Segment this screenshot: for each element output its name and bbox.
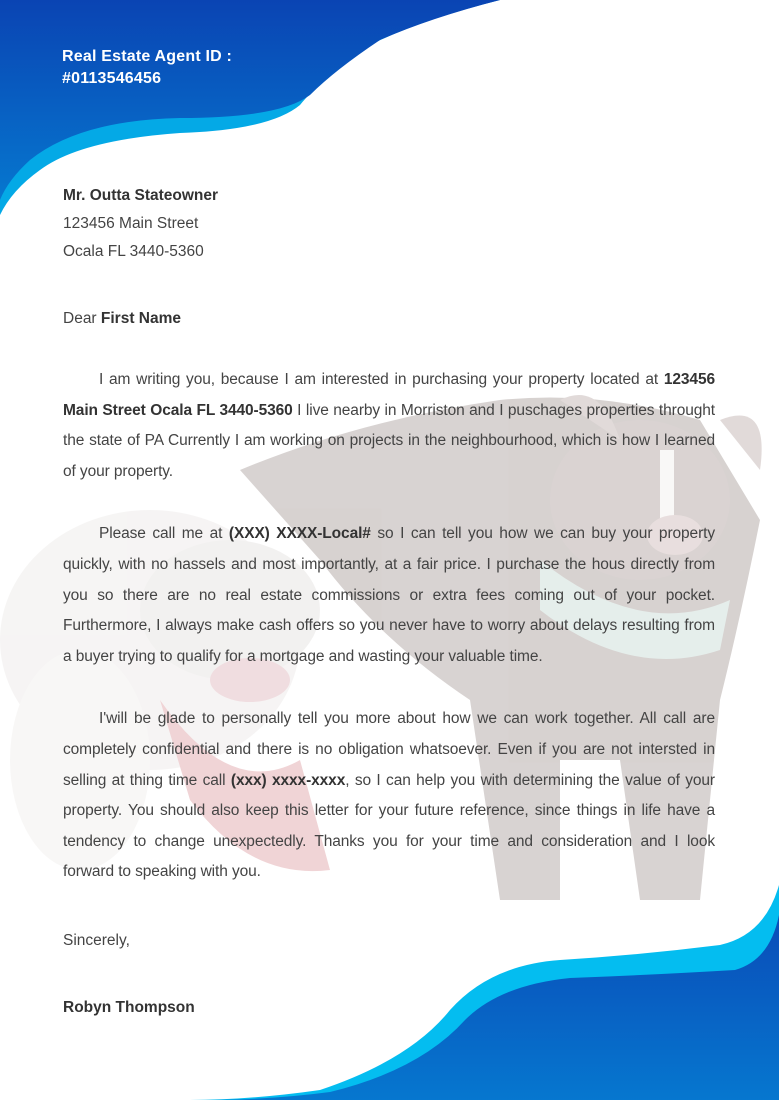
paragraph-2 xyxy=(63,519,715,672)
paragraph-text: Please call me at xyxy=(99,525,229,543)
paragraph-text: I live nearby in Morriston and I puschages properties throught the state of PA Currently I am working on projects in the neighbourhood, which is how I learned of your property. xyxy=(63,401,715,480)
paragraph-text: I am writing you, because I am interested in purchasing your property located at xyxy=(99,371,664,388)
paragraph-text: , so I can help you with determining the value of your property. You should also keep this letter for your future reference, since things in life have a tendency to change unexpectedly. Thanks you for your time and consideration and I look forward to speaking with you. xyxy=(63,771,715,881)
paragraph-3 xyxy=(63,704,715,888)
agent-id-value: #0113546456 xyxy=(62,70,162,87)
property-address: 123456 Main Street Ocala FL 3440-5360 xyxy=(63,371,715,419)
recipient-city-line: Ocala FL 3440-5360 xyxy=(63,243,204,260)
salutation xyxy=(63,305,715,333)
paragraph-text: I'will be glade to personally tell you more about how we can work together. All call are completely confidential and there is no obligation whatsoever. Even if you are not intersted in selling at thing time call xyxy=(63,710,715,789)
paragraph-1 xyxy=(63,365,715,487)
agent-id-block xyxy=(62,46,232,90)
recipient-name: Mr. Outta Stateowner xyxy=(63,187,219,204)
phone-number: (xxx) xxxx-xxxx xyxy=(230,771,346,789)
top-wave-main xyxy=(0,0,500,200)
letter-body xyxy=(63,182,715,1022)
closing: Sincerely, xyxy=(63,931,130,949)
paragraph-text: so I can tell you how we can buy your property quickly, with no hassels and most importantly, at a fair price. I purchase the hous directly from you so there are no real estate commissions or extra fees coming out of your pocket. Furthermore, I always make cash offers so you never have to worry about delays resulting from a buyer trying to qualify for a mortgage and wasting your valuable time. xyxy=(63,525,715,665)
recipient-street: 123456 Main Street xyxy=(63,215,199,232)
signature: Robyn Thompson xyxy=(63,998,195,1016)
salutation-prefix: Dear xyxy=(63,310,101,327)
salutation-name: First Name xyxy=(100,310,182,327)
phone-number-local: (XXX) XXXX-Local# xyxy=(228,525,371,543)
agent-id-label: Real Estate Agent ID : xyxy=(62,48,233,65)
